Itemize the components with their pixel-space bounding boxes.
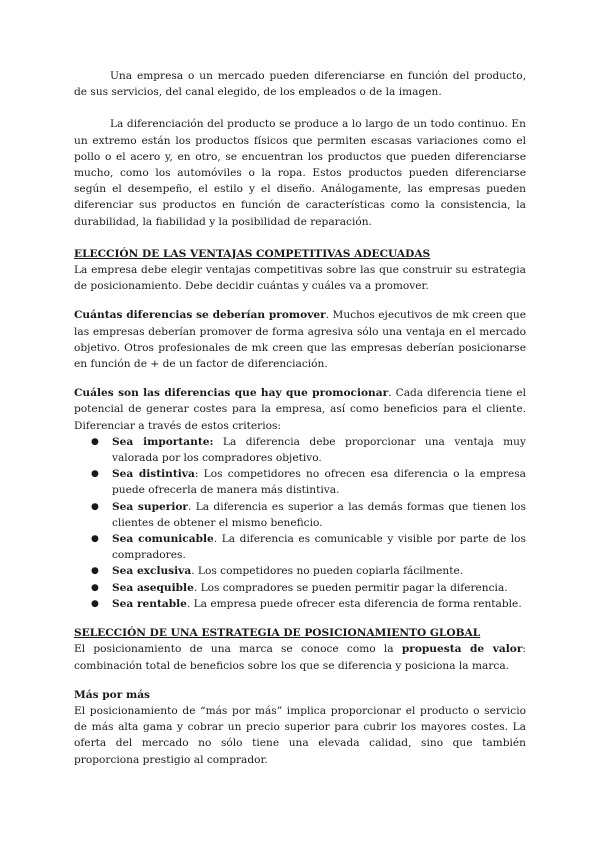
list-item <box>74 596 526 612</box>
question-cuantas <box>74 307 526 372</box>
section2-text-start: El posicionamiento de una marca se conoce como la <box>74 643 402 656</box>
section-heading-ventajas: ELECCIÓN DE LAS VENTAJAS COMPETITIVAS ADECUADAS <box>74 247 431 260</box>
question-cuales-title: Cuáles son las diferencias que hay que promocionar <box>74 387 389 400</box>
criteria-text: . La empresa puede ofrecer esta diferencia de forma rentable. <box>186 597 522 610</box>
criteria-title: Sea asequible <box>112 581 194 594</box>
list-item <box>74 563 526 579</box>
list-item <box>74 531 526 563</box>
subheading-text: Más por más <box>74 688 151 701</box>
document-page <box>74 68 526 768</box>
question-cuantas-text: . Muchos ejecutivos de mk creen que las empresas deberían promover de forma agresiva sólo una ventaja en el mercado objetivo. Otros profesionales de mk creen que las empresas deberían posicionarse en función de + de un factor de diferenciación. <box>74 309 526 371</box>
criteria-text: . Los competidores no pueden copiarla fácilmente. <box>191 565 464 578</box>
criteria-text: : Los competidores no ofrecen esa diferencia o la empresa puede ofrecerla de manera más distintiva. <box>112 468 526 497</box>
section2-text-end: : combinación total de beneficios sobre los que se diferencia y posiciona la marca. <box>74 643 526 672</box>
section2-paragraph <box>74 641 526 673</box>
mas-por-mas-paragraph: El posicionamiento de “más por más” implica proporcionar el producto o servicio de más alta gama y cobrar un precio superior para cubrir los mayores costes. La oferta del mercado no sólo tiene una elevada calidad, sino que también proporciona prestigio al comprador. <box>74 704 526 766</box>
criteria-title: Sea comunicable <box>112 533 214 546</box>
subheading-mas-por-mas <box>74 687 526 703</box>
question-cuales <box>74 385 526 434</box>
criteria-title: Sea rentable <box>112 597 187 610</box>
bullet-icon: ● <box>91 598 99 609</box>
bullet-icon: ● <box>91 501 99 512</box>
intro-paragraph-1: Una empresa o un mercado pueden diferenciarse en función del producto, de sus servicios, del canal elegido, de los empleados o de la imagen. <box>74 70 526 99</box>
criteria-title: Sea exclusiva <box>112 565 192 578</box>
list-item <box>74 466 526 498</box>
bullet-icon: ● <box>91 436 99 447</box>
section1-paragraph: La empresa debe elegir ventajas competitivas sobre las que construir su estrategia de posicionamiento. Debe decidir cuántas y cuáles va a promover. <box>74 264 526 293</box>
propuesta-de-valor-term: propuesta de valor <box>401 643 523 656</box>
bullet-icon: ● <box>91 469 99 480</box>
criteria-text: . Los compradores se pueden permitir pagar la diferencia. <box>193 581 508 594</box>
criteria-list <box>74 434 526 612</box>
criteria-text: La diferencia debe proporcionar una ventaja muy valorada por los compradores objetivo. <box>112 435 526 465</box>
question-cuales-text: . Cada diferencia tiene el potencial de generar costes para la empresa, así como beneficios para el cliente. Diferenciar a través de estos criterios: <box>74 387 526 432</box>
criteria-text: . La diferencia es comunicable y visible por parte de los compradores. <box>112 533 526 562</box>
question-cuantas-title: Cuántas diferencias se deberían promover <box>74 309 326 322</box>
list-item <box>74 580 526 596</box>
criteria-text: . La diferencia es superior a las demás formas que tienen los clientes de obtener el mismo beneficio. <box>112 500 526 529</box>
criteria-title: Sea importante: <box>112 435 214 448</box>
list-item <box>74 499 526 531</box>
criteria-title: Sea distintiva <box>112 468 195 481</box>
bullet-icon: ● <box>91 566 99 577</box>
bullet-icon: ● <box>91 582 99 593</box>
section-heading-estrategia: SELECCIÓN DE UNA ESTRATEGIA DE POSICIONAMIENTO GLOBAL <box>74 627 481 640</box>
list-item <box>74 434 526 466</box>
bullet-icon: ● <box>91 534 99 545</box>
criteria-title: Sea superior <box>112 500 188 513</box>
intro-paragraph-2: La diferenciación del producto se produce a lo largo de un todo continuo. En un extremo están los productos físicos que permiten escasas variaciones como el pollo o el acero y, en otro, se encuentran los productos que pueden diferenciarse mucho, como los automóviles o la ropa. Estos productos pueden diferenciarse según el desempeño, el estilo y el diseño. Análogamente, las empresas pueden diferenciar sus productos en función de características como la consistencia, la durabilidad, la fiabilidad y la posibilidad de reparación. <box>74 118 526 228</box>
